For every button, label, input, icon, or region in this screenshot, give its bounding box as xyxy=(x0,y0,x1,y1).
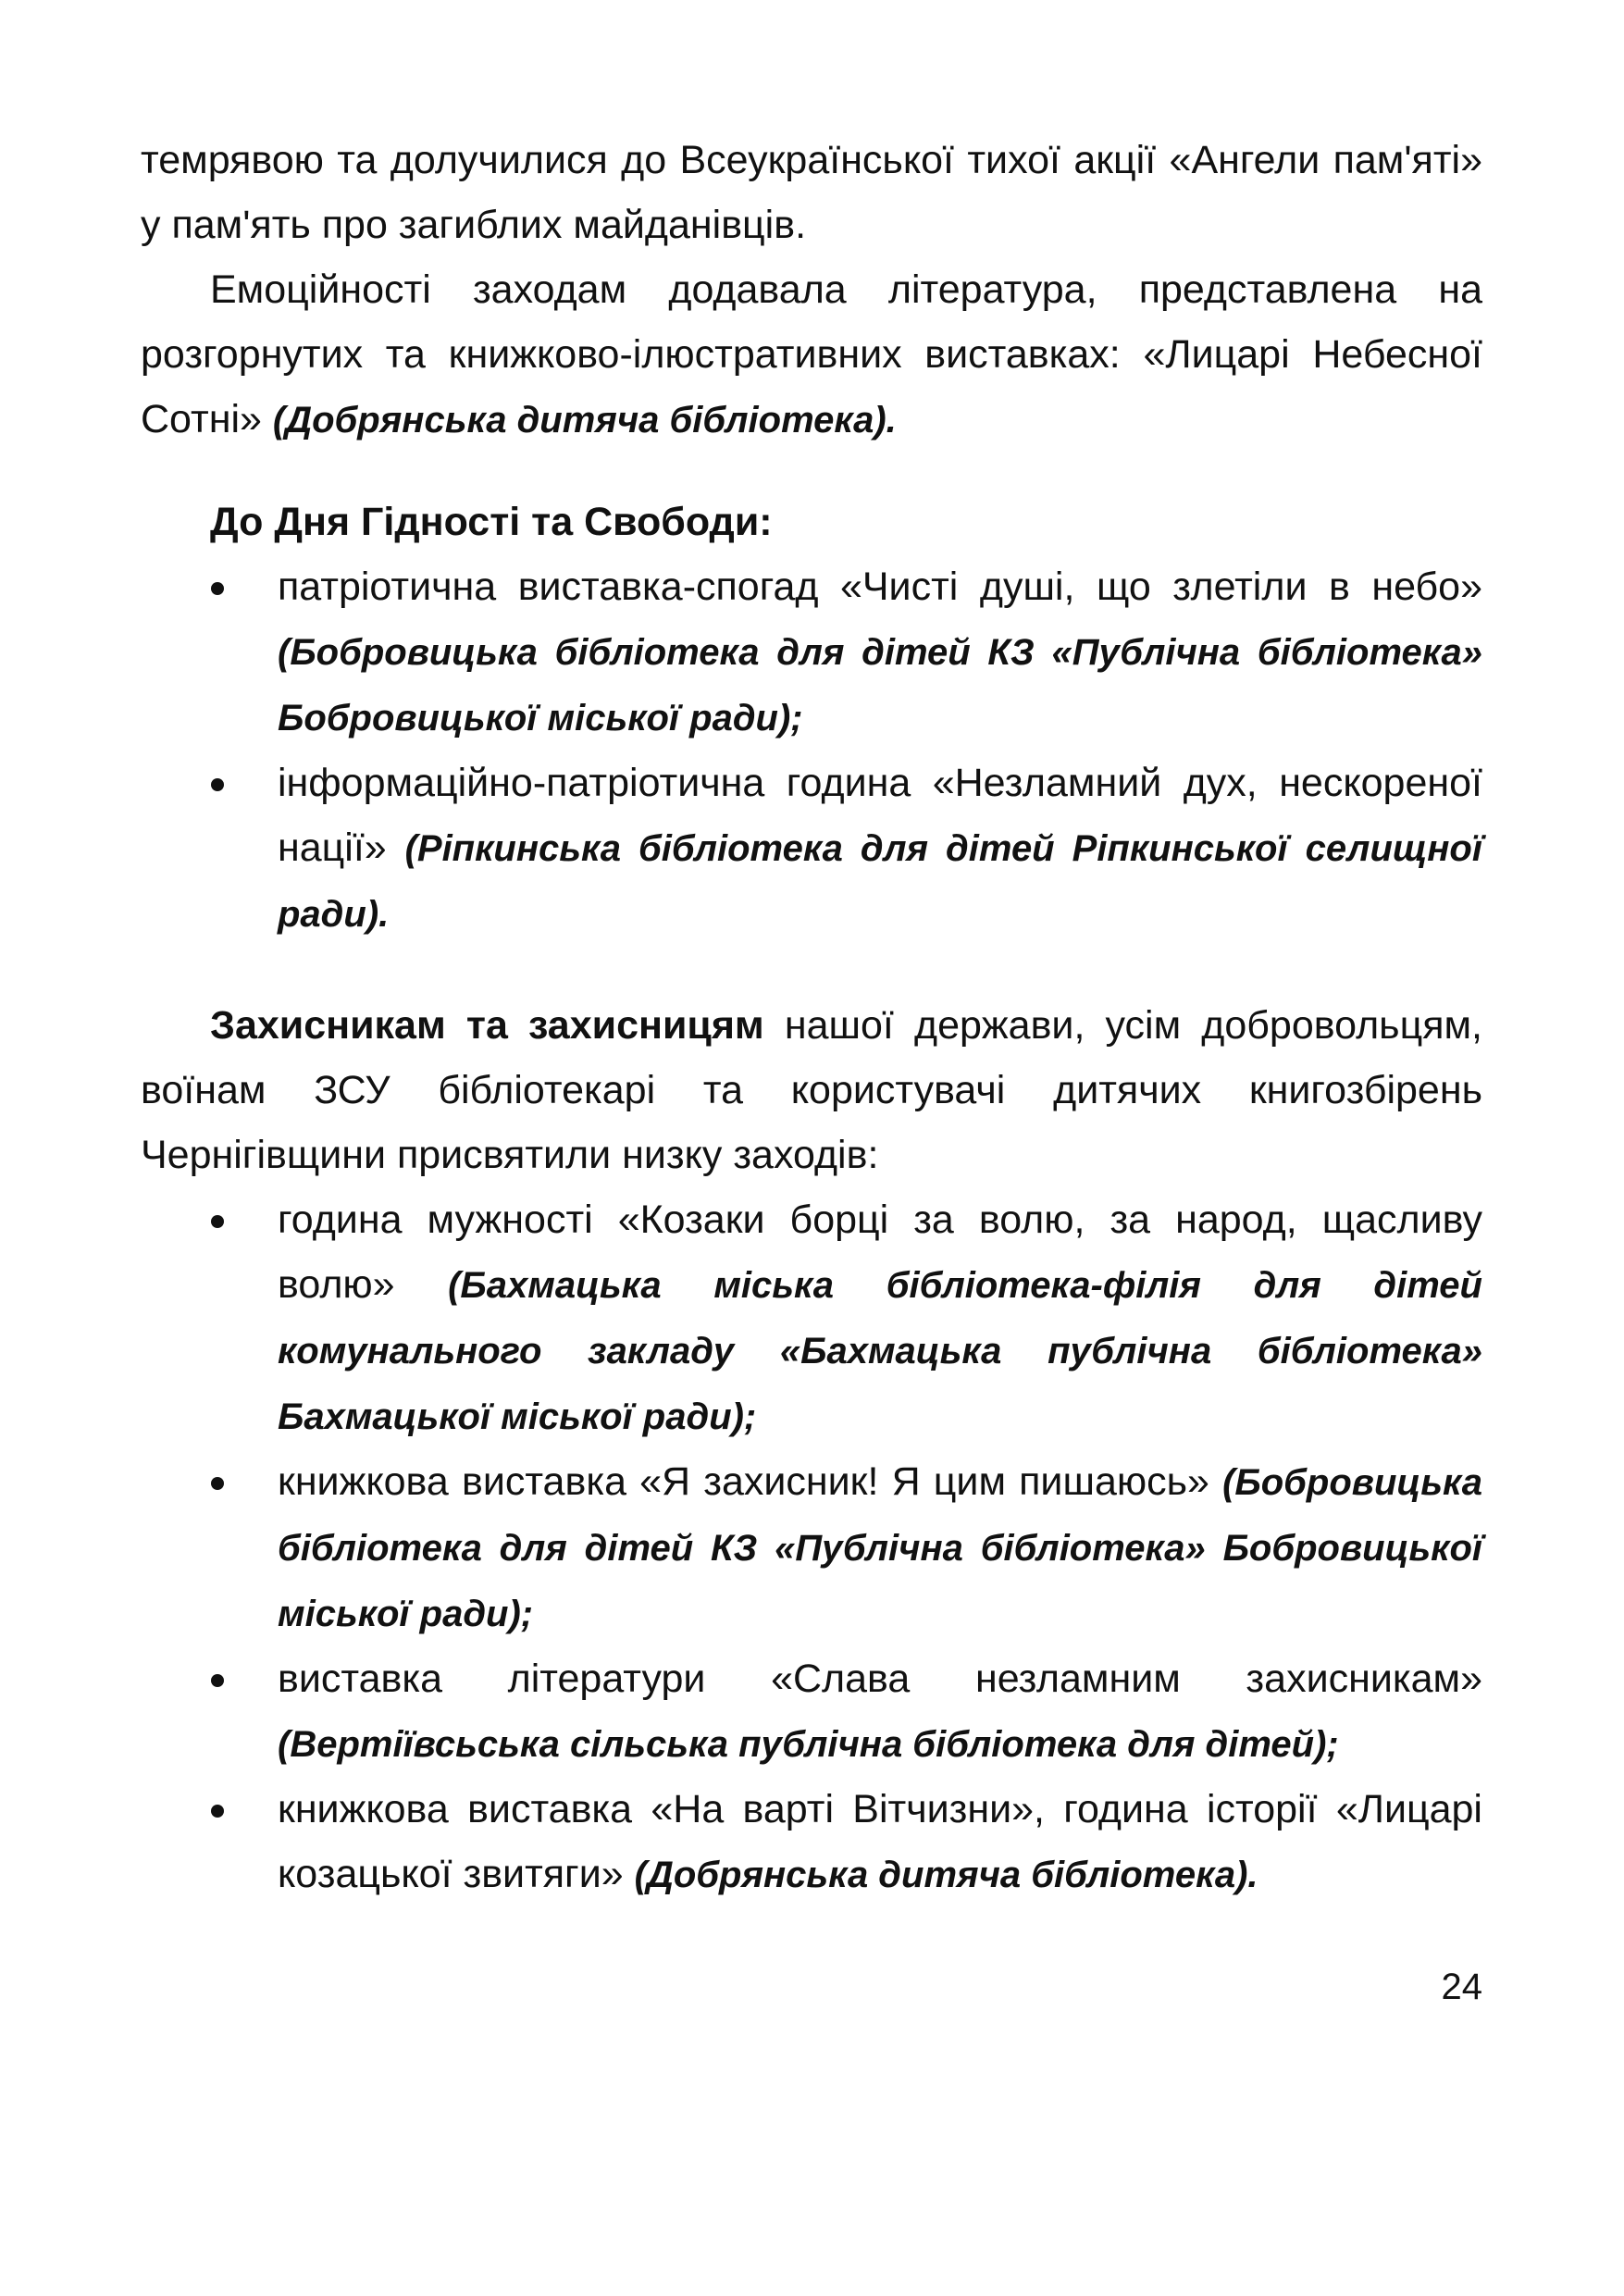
list-item-text: книжкова виставка «Я захисник! Я цим пишаюсь» xyxy=(278,1459,1223,1504)
page-content xyxy=(141,128,1482,1907)
bullet-icon xyxy=(211,1215,224,1228)
list-item-source: (Бобровицька бібліотека для дітей КЗ «Публічна бібліотека» Бобровицької міської ради); xyxy=(278,1462,1482,1634)
bullet-icon xyxy=(211,1674,224,1687)
dignity-events-list xyxy=(141,554,1482,947)
list-item xyxy=(141,1646,1482,1777)
list-item xyxy=(141,751,1482,947)
list-item-source: (Вертіївсьська сільська публічна бібліотека для дітей); xyxy=(278,1724,1339,1765)
list-item-text: книжкова виставка «На варті Вітчизни», година історії «Лицарі козацької звитяги» xyxy=(278,1787,1482,1896)
list-item-source: (Добрянська дитяча бібліотека). xyxy=(634,1855,1258,1895)
bullet-icon xyxy=(211,1477,224,1490)
intro-paragraph-2-text: Емоційності заходам додавала література, представлена на розгорнутих та книжково-ілюстративних виставках: «Лицарі Небесної Сотні» xyxy=(141,267,1482,441)
list-item-source: (Бахмацька міська бібліотека-філія для дітей комунального закладу «Бахмацька публічна бібліотека» Бахмацької міської ради); xyxy=(278,1265,1482,1437)
intro-paragraph-2 xyxy=(141,257,1482,453)
list-item-text: година мужності «Козаки борці за волю, за народ, щасливу волю» xyxy=(278,1198,1482,1307)
list-item-text: інформаційно-патріотична година «Незламний дух, нескореної нації» xyxy=(278,761,1482,870)
bullet-icon xyxy=(211,582,224,595)
list-item-text: патріотична виставка-спогад «Чисті душі, що злетіли в небо» xyxy=(278,565,1482,609)
list-item xyxy=(141,1449,1482,1646)
list-item xyxy=(141,554,1482,751)
list-item xyxy=(141,1777,1482,1907)
defenders-section-text: нашої держави, усім добровольцям, воїнам ЗСУ бібліотекарі та користувачі дитячих книгозбірень Чернігівщини присвятили низку заходів: xyxy=(141,1003,1482,1177)
intro-paragraph-1: темрявою та долучилися до Всеукраїнської тихої акції «Ангели пам'яті» у пам'ять про загиблих майданівців. xyxy=(141,138,1482,247)
list-item xyxy=(141,1187,1482,1449)
list-item-source: (Бобровицька бібліотека для дітей КЗ «Публічна бібліотека» Бобровицької міської ради); xyxy=(278,632,1482,738)
intro-paragraph-2-source: (Добрянська дитяча бібліотека). xyxy=(272,400,897,441)
dignity-section-heading: До Дня Гідності та Свободи: xyxy=(210,500,773,544)
defenders-section-paragraph xyxy=(141,993,1482,1187)
bullet-icon xyxy=(211,778,224,791)
list-item-text: виставка літератури «Слава незламним захисникам» xyxy=(278,1657,1482,1701)
page-number: 24 xyxy=(1441,1967,1482,2007)
defenders-section-lead: Захисникам та захисницям xyxy=(210,1003,764,1048)
list-item-source: (Ріпкинська бібліотека для дітей Ріпкинської селищної ради). xyxy=(278,828,1482,935)
bullet-icon xyxy=(211,1805,224,1818)
defenders-events-list xyxy=(141,1187,1482,1907)
